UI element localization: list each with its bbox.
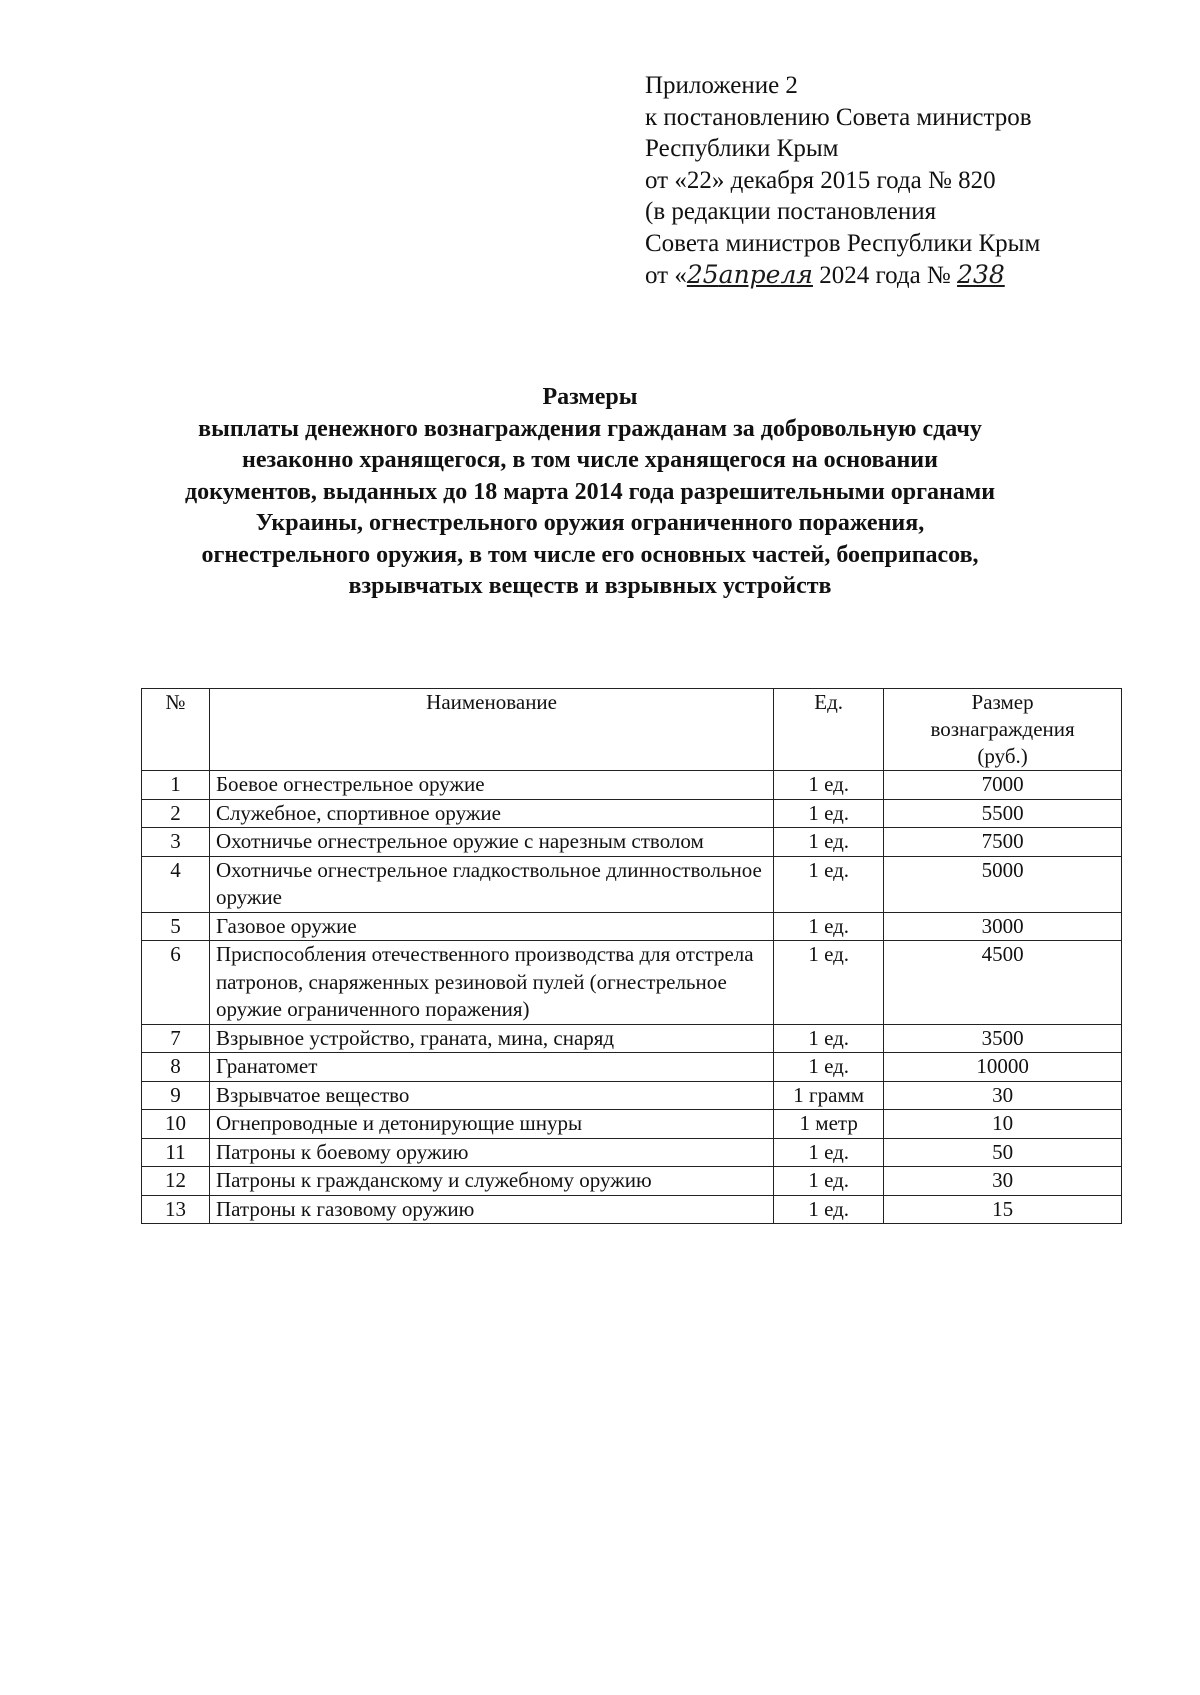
row-num: 11 xyxy=(142,1138,210,1167)
date-middle: 2024 года № xyxy=(812,262,958,289)
row-num: 12 xyxy=(142,1167,210,1196)
table-row xyxy=(142,771,1122,800)
table-header-row xyxy=(142,689,1122,771)
row-amount: 3500 xyxy=(884,1024,1122,1053)
row-unit: 1 ед. xyxy=(774,828,884,857)
row-amount: 5000 xyxy=(884,856,1122,912)
row-name: Служебное, спортивное оружие xyxy=(209,799,773,828)
title-line: Украины, огнестрельного оружия ограниченного поражения, xyxy=(255,510,925,536)
row-name: Приспособления отечественного производства для отстрела патронов, снаряженных резиновой пулей (огнестрельное оружие ограниченного поражения) xyxy=(209,941,773,1025)
title-line: огнестрельного оружия, в том числе его основных частей, боеприпасов, xyxy=(201,541,979,568)
row-name: Патроны к газовому оружию xyxy=(209,1195,773,1224)
table-row xyxy=(142,1024,1122,1053)
handwritten-number: 238 xyxy=(957,260,1005,289)
appendix-line: к постановлению Совета министров xyxy=(645,103,1032,131)
row-name: Огнепроводные и детонирующие шнуры xyxy=(209,1110,773,1139)
table-row xyxy=(142,912,1122,941)
row-amount: 10 xyxy=(884,1110,1122,1139)
title-line: незаконно хранящегося, в том числе хранящегося на основании xyxy=(242,447,938,473)
appendix-line: Приложение 2 xyxy=(645,72,798,99)
row-name: Гранатомет xyxy=(209,1053,773,1082)
row-name: Патроны к боевому оружию xyxy=(209,1138,773,1167)
title-line: взрывчатых веществ и взрывных устройств xyxy=(348,573,832,599)
row-name: Газовое оружие xyxy=(209,912,773,941)
row-unit: 1 ед. xyxy=(774,1195,884,1224)
table-row xyxy=(142,1110,1122,1139)
row-name: Охотничье огнестрельное гладкоствольное длинноствольное оружие xyxy=(209,856,773,912)
row-unit: 1 ед. xyxy=(774,1167,884,1196)
table-row xyxy=(142,856,1122,912)
appendix-block xyxy=(645,70,1165,292)
table-row xyxy=(142,1138,1122,1167)
row-num: 3 xyxy=(142,828,210,857)
title-line: документов, выданных до 18 марта 2014 года разрешительными органами xyxy=(184,478,996,505)
row-amount: 30 xyxy=(884,1167,1122,1196)
row-num: 8 xyxy=(142,1053,210,1082)
header-amount-line: (руб.) xyxy=(977,744,1028,768)
table-row xyxy=(142,1195,1122,1224)
header-name: Наименование xyxy=(209,689,773,771)
table-row xyxy=(142,1081,1122,1110)
row-num: 6 xyxy=(142,941,210,1025)
handwritten-month: апреля xyxy=(718,260,813,289)
header-amount-line: вознаграждения xyxy=(930,717,1075,741)
table-row xyxy=(142,1167,1122,1196)
row-num: 2 xyxy=(142,799,210,828)
table-row xyxy=(142,1053,1122,1082)
row-num: 10 xyxy=(142,1110,210,1139)
header-amount xyxy=(884,689,1122,771)
appendix-line: (в редакции постановления xyxy=(645,198,937,225)
title-heading: Размеры xyxy=(542,384,638,410)
row-amount: 7500 xyxy=(884,828,1122,857)
document-title xyxy=(90,382,1090,603)
row-amount: 4500 xyxy=(884,941,1122,1025)
row-unit: 1 ед. xyxy=(774,1138,884,1167)
row-unit: 1 метр xyxy=(774,1110,884,1139)
row-unit: 1 грамм xyxy=(774,1081,884,1110)
table-row xyxy=(142,799,1122,828)
row-amount: 7000 xyxy=(884,771,1122,800)
appendix-amendment-date-line xyxy=(645,259,1165,292)
row-amount: 10000 xyxy=(884,1053,1122,1082)
row-name: Боевое огнестрельное оружие xyxy=(209,771,773,800)
row-unit: 1 ед. xyxy=(774,799,884,828)
appendix-line: от «22» декабря 2015 года № 820 xyxy=(645,166,996,194)
row-amount: 15 xyxy=(884,1195,1122,1224)
row-name: Взрывчатое вещество xyxy=(209,1081,773,1110)
row-name: Взрывное устройство, граната, мина, снаряд xyxy=(209,1024,773,1053)
row-amount: 50 xyxy=(884,1138,1122,1167)
row-name: Патроны к гражданскому и служебному оружию xyxy=(209,1167,773,1196)
row-num: 9 xyxy=(142,1081,210,1110)
row-num: 5 xyxy=(142,912,210,941)
row-unit: 1 ед. xyxy=(774,856,884,912)
row-unit: 1 ед. xyxy=(774,1024,884,1053)
header-amount-line: Размер xyxy=(971,690,1034,714)
row-name: Охотничье огнестрельное оружие с нарезным стволом xyxy=(209,828,773,857)
row-unit: 1 ед. xyxy=(774,912,884,941)
date-prefix: от « xyxy=(645,262,687,289)
row-unit: 1 ед. xyxy=(774,771,884,800)
rewards-table xyxy=(141,688,1122,1224)
table-row xyxy=(142,941,1122,1025)
row-amount: 30 xyxy=(884,1081,1122,1110)
row-num: 7 xyxy=(142,1024,210,1053)
header-num: № xyxy=(142,689,210,771)
table-row xyxy=(142,828,1122,857)
row-num: 13 xyxy=(142,1195,210,1224)
title-line: выплаты денежного вознаграждения гражданам за добровольную сдачу xyxy=(198,415,982,442)
handwritten-day: 25 xyxy=(686,260,719,289)
row-amount: 3000 xyxy=(884,912,1122,941)
row-unit: 1 ед. xyxy=(774,1053,884,1082)
row-amount: 5500 xyxy=(884,799,1122,828)
row-num: 1 xyxy=(142,771,210,800)
header-unit: Ед. xyxy=(774,689,884,771)
appendix-line: Республики Крым xyxy=(645,135,839,162)
row-unit: 1 ед. xyxy=(774,941,884,1025)
appendix-line: Совета министров Республики Крым xyxy=(645,229,1041,257)
row-num: 4 xyxy=(142,856,210,912)
